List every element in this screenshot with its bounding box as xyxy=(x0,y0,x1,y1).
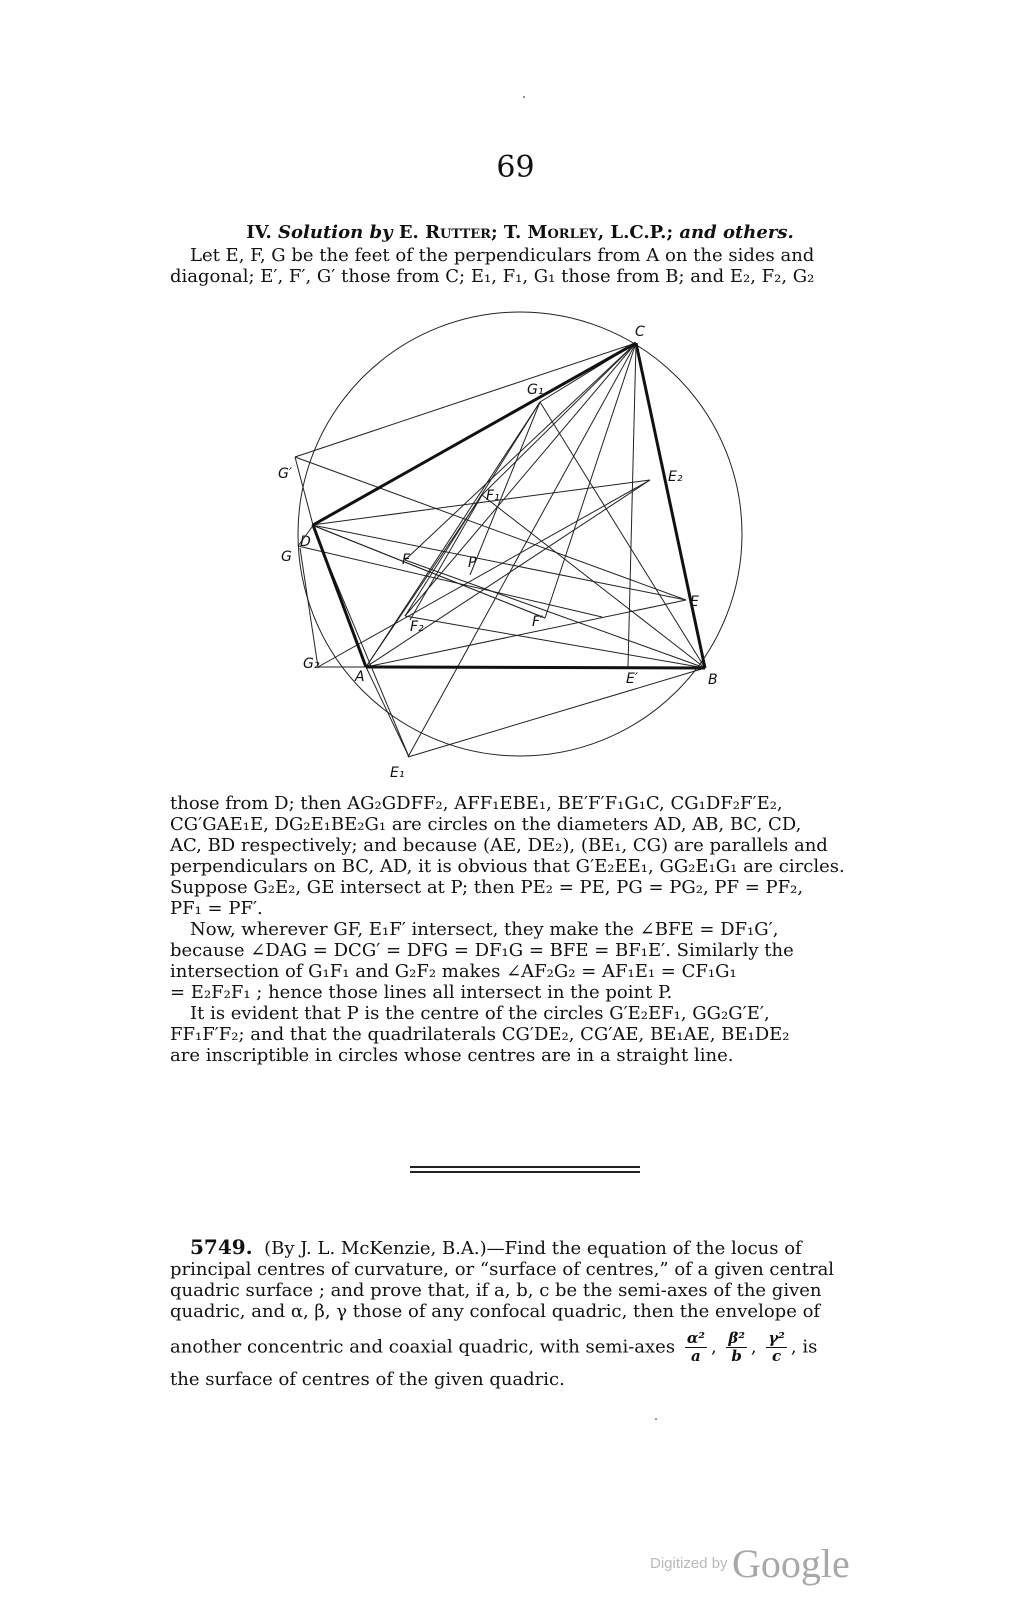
problem-number: 5749. xyxy=(190,1235,253,1259)
label-Ep: E′ xyxy=(626,671,639,687)
body-line: perpendiculars on BC, AD, it is obvious that G′E₂EE₁, GG₂E₁G₁ are circles. xyxy=(170,856,845,877)
page-number: 69 xyxy=(496,150,535,185)
body-line: intersection of G₁F₁ and G₂F₂ makes ∠AF₂G₂ = AF₁E₁ = CF₁G₁ xyxy=(170,961,737,982)
geometry-figure xyxy=(0,0,1031,800)
label-E2: E₂ xyxy=(668,469,683,485)
body-line: It is evident that P is the centre of the circles G′E₂EF₁, GG₂G′E′, xyxy=(190,1003,770,1024)
label-Fp: F′ xyxy=(532,614,544,630)
intro-line: diagonal; E′, F′, G′ those from C; E₁, F₁, G₁ those from B; and E₂, F₂, G₂ xyxy=(170,266,815,287)
label-G: G xyxy=(281,549,292,565)
label-F: F xyxy=(402,552,411,568)
body-paragraph-3 xyxy=(170,1003,870,1066)
label-A: A xyxy=(355,669,365,685)
label-C: C xyxy=(635,324,645,340)
digitized-watermark xyxy=(650,1540,850,1587)
speck xyxy=(523,96,525,98)
heading-solution-by: Solution by xyxy=(278,222,393,243)
fraction-beta xyxy=(726,1330,747,1365)
body-line: those from D; then AG₂GDFF₂, AFF₁EBE₁, BE′F′F₁G₁C, CG₁DF₂F′E₂, xyxy=(170,793,783,814)
fraction-denominator: c xyxy=(772,1347,782,1365)
body-line: CG′GAE₁E, DG₂E₁BE₂G₁ are circles on the diameters AD, AB, BC, CD, xyxy=(170,814,802,835)
problem-line: quadric, and α, β, γ those of any confocal quadric, then the envelope of xyxy=(170,1301,821,1322)
section-rule-bottom xyxy=(410,1171,640,1173)
problem-paragraph xyxy=(170,1237,870,1390)
heading-author-1: E. Rutter xyxy=(398,222,491,243)
label-P: P xyxy=(468,555,477,571)
label-F2: F₂ xyxy=(410,619,424,635)
problem-line: the surface of centres of the given quadric. xyxy=(170,1369,565,1390)
problem-line: principal centres of curvature, or “surface of centres,” of a given central xyxy=(170,1259,835,1280)
watermark-prefix: Digitized by xyxy=(650,1555,728,1572)
heading-roman: IV. xyxy=(246,222,272,243)
fraction-alpha xyxy=(685,1330,707,1365)
body-line: because ∠DAG = DCG′ = DFG = DF₁G = BFE = BF₁E′. Similarly the xyxy=(170,940,794,961)
fraction-gamma xyxy=(766,1330,786,1365)
label-B: B xyxy=(708,672,718,688)
problem-line: quadric surface ; and prove that, if a, b, c be the semi-axes of the given xyxy=(170,1280,822,1301)
label-E: E xyxy=(690,594,699,610)
intro-line: Let E, F, G be the feet of the perpendiculars from A on the sides and xyxy=(190,245,815,266)
label-D: D xyxy=(300,534,311,550)
label-E1: E₁ xyxy=(390,765,405,781)
fraction-numerator: β² xyxy=(728,1329,745,1347)
google-logo: Google xyxy=(732,1541,850,1586)
body-line: Now, wherever GF, E₁F′ intersect, they make the ∠BFE = DF₁G′, xyxy=(190,919,779,940)
side-bc xyxy=(636,343,705,668)
problem-line: is xyxy=(802,1336,818,1358)
fraction-numerator: α² xyxy=(686,1329,705,1347)
body-line: are inscriptible in circles whose centres are in a straight line. xyxy=(170,1045,734,1066)
body-line: FF₁F′F₂; and that the quadrilaterals CG′DE₂, CG′AE, BE₁AE, BE₁DE₂ xyxy=(170,1024,790,1045)
label-G2: G₂ xyxy=(303,656,320,672)
body-line: = E₂F₂F₁ ; hence those lines all intersect in the point P. xyxy=(170,982,673,1003)
speck xyxy=(655,1418,657,1420)
body-paragraph-2 xyxy=(170,919,870,1003)
heading-author-2: T. Morley, L.C.P. xyxy=(503,222,667,243)
section-rule-top xyxy=(410,1166,640,1168)
body-paragraph-1 xyxy=(170,793,870,919)
problem-line: (By J. L. McKenzie, B.A.)—Find the equation of the locus of xyxy=(264,1238,802,1259)
problem-line: another concentric and coaxial quadric, with semi-axes xyxy=(170,1336,676,1358)
fraction-denominator: b xyxy=(731,1347,742,1365)
label-G1: G₁ xyxy=(527,382,544,398)
solution-heading: IV. Solution by E. Rutter; T. Morley, L.C.P.; and others. xyxy=(246,222,794,243)
fraction-numerator: γ² xyxy=(768,1329,785,1347)
side-cd xyxy=(313,343,636,525)
problem-first-line xyxy=(170,1237,870,1259)
body-line: PF₁ = PF′. xyxy=(170,898,263,919)
heading-and-others: and others. xyxy=(679,222,794,243)
body-line: Suppose G₂E₂, GE intersect at P; then PE₂ = PE, PG = PG₂, PF = PF₂, xyxy=(170,877,804,898)
side-da xyxy=(313,525,366,667)
label-Gp: G′ xyxy=(278,466,293,482)
label-F1: F₁ xyxy=(486,488,500,504)
fraction-denominator: a xyxy=(691,1347,701,1365)
problem-fraction-line: another concentric and coaxial quadric, with semi-axes $\frac{\text{α²}}{a}$ , $\frac{\text{β²}}{b}$ , $\frac{\text{γ²}}{c}$ , is xyxy=(170,1329,818,1365)
side-ab xyxy=(366,667,705,668)
body-line: AC, BD respectively; and because (AE, DE₂), (BE₁, CG) are parallels and xyxy=(170,835,828,856)
